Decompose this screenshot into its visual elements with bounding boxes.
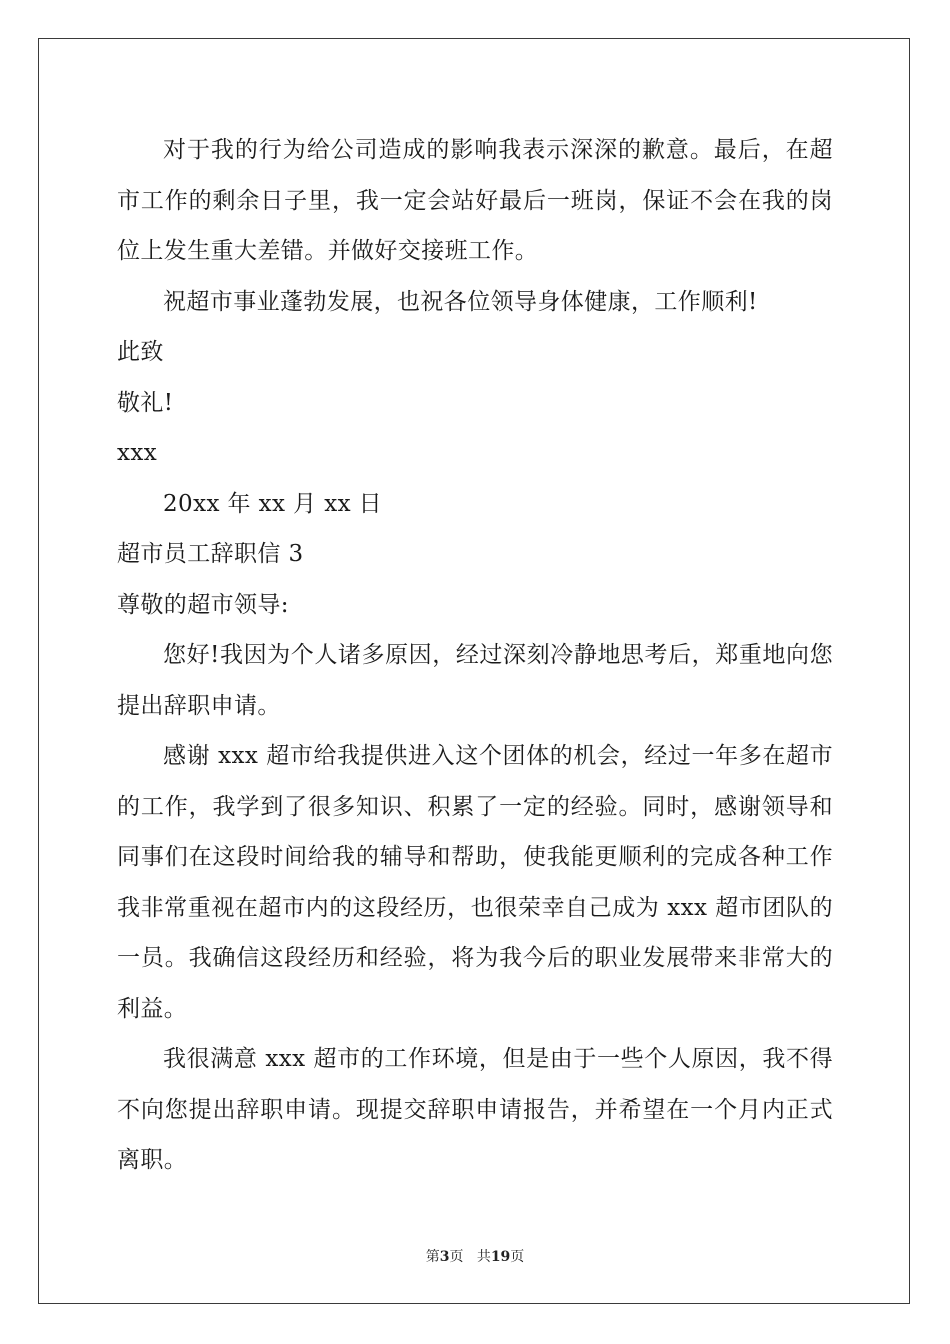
section-title: 超市员工辞职信 3: [117, 541, 304, 567]
footer-page-unit: 页: [449, 1249, 464, 1265]
footer-page-number: 3: [439, 1249, 450, 1265]
page-footer: [0, 1246, 950, 1266]
footer-total-unit: 页: [510, 1249, 525, 1265]
footer-total-prefix: 共: [476, 1249, 491, 1265]
closing-salute: 敬礼!: [117, 389, 174, 416]
paragraph-resignation: 我很满意 xxx 超市的工作环境，但是由于一些个人原因，我不得不向您提出辞职申请。现提交辞职申请报告，并希望在一个月内正式离职。: [117, 1046, 833, 1173]
paragraph-apology: 对于我的行为给公司造成的影响我表示深深的歉意。最后，在超市工作的剩余日子里，我一定会站好最后一班岗，保证不会在我的岗位上发生重大差错。并做好交接班工作。: [117, 137, 833, 264]
salutation: 尊敬的超市领导:: [117, 591, 289, 618]
paragraph-thanks: 感谢 xxx 超市给我提供进入这个团体的机会，经过一年多在超市的工作，我学到了很多知识、积累了一定的经验。同时，感谢领导和同事们在这段时间给我的辅导和帮助，使我能更顺利的完成各种工作我非常重视在超市内的这段经历，也很荣幸自己成为 xxx 超市团队的一员。我确信这段经历和经验，将为我今后的职业发展带来非常大的利益。: [117, 743, 833, 1022]
footer-prefix: 第: [425, 1249, 440, 1265]
document-body: [117, 125, 833, 1186]
signature: xxx: [117, 440, 158, 466]
footer-total-pages: 19: [490, 1249, 511, 1265]
letter-date: 20xx 年 xx 月 xx 日: [163, 490, 383, 517]
closing-greeting: 此致: [117, 339, 164, 365]
paragraph-wishes: 祝超市事业蓬勃发展，也祝各位领导身体健康，工作顺利!: [163, 288, 758, 315]
paragraph-greeting: 您好!我因为个人诸多原因，经过深刻冷静地思考后，郑重地向您提出辞职申请。: [117, 642, 833, 719]
